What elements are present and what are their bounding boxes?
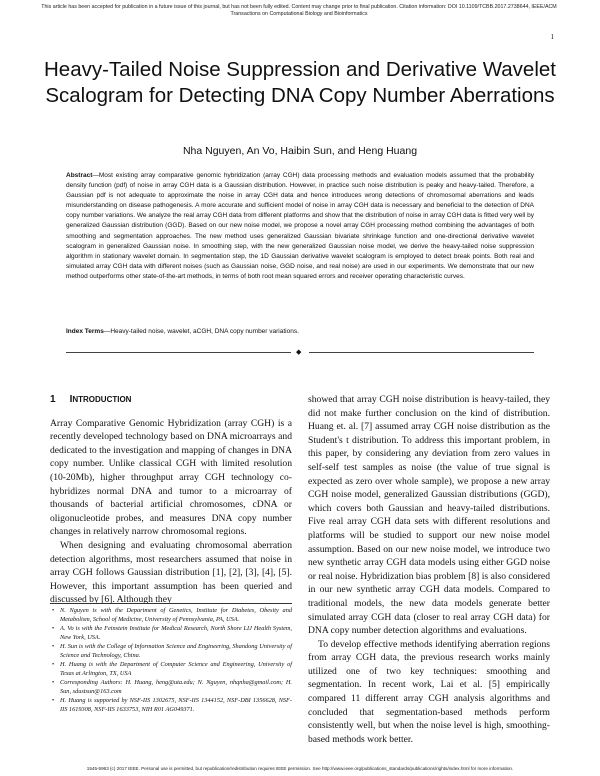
copyright-footer: 1545-5963 (c) 2017 IEEE. Personal use is permitted, but republication/redistribution requires IEEE permission. See http://www.ieee.org/publications_standards/publications/rights/index.html for more information. bbox=[86, 766, 514, 771]
author-footnotes bbox=[50, 603, 292, 714]
header-line-2: Transactions on Computational Biology and Bioinformatics bbox=[230, 11, 368, 17]
index-terms bbox=[66, 327, 534, 337]
abstract-text: —Most existing array comparative genomic hybridization (array CGH) data processing methods and evaluation models assumed that the probability density function (pdf) of noise in array CGH data is a Gaussian distribution. However, in practice such noise distribution is peaky and heavy-tailed. Therefore, a Gaussian pdf is not adequate to approximate the noise in array CGH data and hence introduces wrong detections of chromosomal aberrations and leads misunderstanding on disease pathogenesis. A more accurate and sufficient model of noise in array CGH data is necessary and beneficial to the detection of DNA copy number variations. We analyze the real array CGH data from different platforms and show that the distribution of noise in array CGH data is fitted very well by generalized Gaussian distribution (GGD). Based on our new noise model, we propose a novel array CGH processing method combining the advantages of both smoothing and segmentation approaches. The new method uses generalized Gaussian bivariate shrinkage function and one-directional derivative wavelet scalogram in generalized Gaussian noise. In smoothing step, with the new generalized Gaussian noise model, we derive the heavy-tailed noise suppression algorithm in stationary wavelet domain. In segmentation step, the 1D Gaussian derivative wavelet scalogram is employed to detect break points. Both real and simulated array CGH data with different noises (such as Gaussian noise, GGD noise, and real noise) are used in our experiments. We demonstrate that our new method outperforms other state-of-the-art methods, in terms of both root mean squared errors and receiver operating characteristic curves. bbox=[66, 172, 534, 280]
section-number: 1 bbox=[50, 394, 56, 405]
footnote-item: • Corresponding Authors: H. Huang, heng@uta.edu; N. Nguyen, nhqnha@gmail.com; H. Sun, sdustsun@163.com bbox=[52, 679, 292, 695]
section-title-initial: I bbox=[69, 394, 73, 405]
section-heading bbox=[50, 393, 292, 407]
index-terms-text: —Heavy-tailed noise, wavelet, aCGH, DNA copy number variations. bbox=[103, 328, 299, 335]
intro-paragraph-4: To develop effective methods identifying aberration regions from array CGH data, the previous research works mainly utilized one of two key techniques: smoothing and segmentation. In recent work, Lai et al. [5] empirically compared 11 different array CGH analysis algorithms and concluded that segmentation-based methods perform consistently well, but when the noise level is high, smoothing-based methods work better. bbox=[308, 638, 550, 745]
abstract bbox=[66, 171, 534, 282]
paper-title: Heavy-Tailed Noise Suppression and Derivative Wavelet Scalogram for Detecting DNA Copy Number Aberrations bbox=[44, 58, 556, 107]
author-list: Nha Nguyen, An Vo, Haibin Sun, and Heng Huang bbox=[182, 145, 418, 157]
section-divider bbox=[66, 349, 534, 357]
page-number: 1 bbox=[550, 33, 554, 41]
footnote-item: • H. Huang is supported by NSF-IIS 1302675, NSF-IIS 1344152, NSF-DBI 1356628, NSF-IIS 1619308, NSF-IIS 1633753, NIH R01 AG049371. bbox=[52, 697, 292, 713]
right-column bbox=[308, 393, 550, 746]
left-column bbox=[50, 393, 292, 607]
divider-line-right bbox=[309, 352, 534, 353]
section-title-rest: NTRODUCTION bbox=[72, 395, 132, 404]
footnote-item: • N. Nguyen is with the Department of Genetics, Institute for Diabetes, Obesity and Metabolism, School of Medicine, University of Pennsylvania, PA, USA. bbox=[52, 607, 292, 623]
intro-paragraph-2: When designing and evaluating chromosomal aberration detection algorithms, most researchers assumed that noise in array CGH follows Gaussian distribution [1], [2], [3], [4], [5]. However, this important assumption has been queried and discussed by [6]. Although they bbox=[50, 539, 292, 606]
intro-paragraph-1: Array Comparative Genomic Hybridization (array CGH) is a recently developed technology based on DNA microarrays and dedicated to the investigation and mapping of changes in DNA copy number. Unlike classical CGH with limited resolution (10-20Mb), higher throughput array CGH technology co-hybridizes normal DNA and tumor to a microarray of thousands of bacterial artificial chromosomes, cDNA or oligonucleotide probes, and measures DNA copy number changes in relatively narrow chromosomal regions. bbox=[50, 417, 292, 538]
header-line-1: This article has been accepted for publication in a future issue of this journal, but has not been fully edited. Content may change prior to final publication. Citation information: DOI 10.1109/TCBB.2017.2738644, IEEE/ACM bbox=[41, 4, 557, 10]
abstract-label: Abstract bbox=[66, 172, 93, 179]
journal-header bbox=[14, 4, 584, 18]
divider-line-left bbox=[66, 352, 291, 353]
footnote-item: • H. Huang is with the Department of Computer Science and Engineering, University of Texas at Arlington, TX, USA bbox=[52, 661, 292, 677]
index-terms-label: Index Terms bbox=[66, 328, 104, 335]
footnote-item: • A. Vo is with the Feinstein Institute for Medical Research, North Shore LIJ Health System, New York, USA. bbox=[52, 625, 292, 641]
intro-paragraph-3: showed that array CGH noise distribution is heavy-tailed, they did not make further conclusion on the kind of distribution. Huang et. al. [7] assumed array CGH noise distribution as the Student's t distribution. To address this important problem, in this paper, by considering any deviation from zero values in self-self test samples as noise (the value of true signal is expected as zero over whole sample), we propose a new array CGH noise model, generalized Gaussian distributions (GGD), which covers both Gaussian and heavy-tailed distributions. Five real array CGH data sets with different resolutions and platforms will be studied to support our new noise model assumption. Based on our new noise model, we introduce two new synthetic array CGH data models using either GGD noise or real noise. Hybridization bias problem [8] is also considered in our new synthetic array CGH data models. Compared to traditional models, the new data models generate better simulated array CGH data (closer to real array CGH data) for DNA copy number detection algorithms and evaluations. bbox=[308, 394, 550, 637]
divider-diamond-icon: ◆ bbox=[296, 348, 302, 356]
footnote-item: • H. Sun is with the College of Information Science and Engineering, Shandong University of Science and Technology, China. bbox=[52, 643, 292, 659]
